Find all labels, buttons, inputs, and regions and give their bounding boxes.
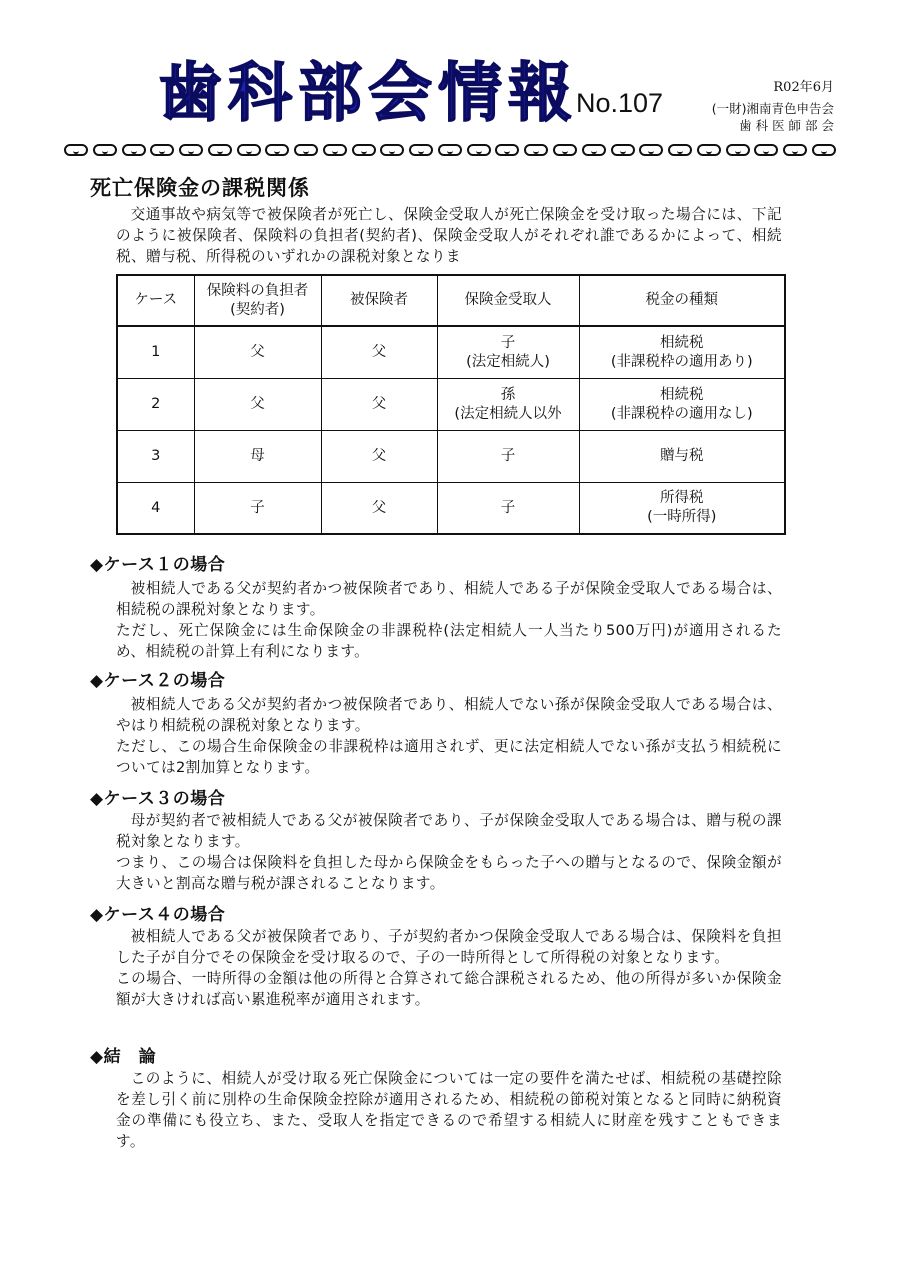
ornament-glyph — [64, 144, 88, 156]
ornament-glyph — [93, 144, 117, 156]
cell-insured: 父 — [321, 483, 437, 535]
section-heading-case-2: ◆ケース２の場合 — [90, 671, 226, 691]
ornament-glyph — [754, 144, 778, 156]
table-row — [117, 431, 785, 483]
section-heading-case-3: ◆ケース３の場合 — [90, 789, 226, 809]
cell-payer: 子 — [194, 483, 321, 535]
page-title: 死亡保険金の課税関係 — [90, 176, 310, 200]
publisher-line-1: (一財)湘南青色申告会 — [711, 101, 834, 116]
cell-recipient: 子 — [437, 431, 579, 483]
case-2-paragraph-2: ただし、この場合生命保険金の非課税枠は適用されず、更に法定相続人でない孫が支払う相続税については2割加算となります。 — [116, 738, 782, 776]
section-heading-case-1: ◆ケース１の場合 — [90, 555, 226, 575]
cell-payer: 父 — [194, 379, 321, 431]
case-4-paragraph-1: 被相続人である父が被保険者であり、子が契約者かつ保険金受取人である場合は、保険料を負担した子が自分でその保険金を受け取るので、子の一時所得として所得税の対象となります。 — [116, 928, 782, 966]
cell-recipient: 子 (法定相続人) — [437, 326, 579, 379]
table-header-row — [117, 275, 785, 326]
ornament-glyph — [179, 144, 203, 156]
cell-tax-type: 相続税 (非課税枠の適用あり) — [579, 326, 785, 379]
cell-insured: 父 — [321, 431, 437, 483]
cell-insured: 父 — [321, 379, 437, 431]
cell-payer: 父 — [194, 326, 321, 379]
header-case: ケース — [117, 275, 194, 326]
cell-case: 3 — [117, 431, 194, 483]
cell-recipient: 孫 (法定相続人以外 — [437, 379, 579, 431]
case-1-body — [116, 578, 782, 662]
header-payer: 保険料の負担者 (契約者) — [194, 275, 321, 326]
header-tax-type: 税金の種類 — [579, 275, 785, 326]
conclusion-paragraph: このように、相続人が受け取る死亡保険金については一定の要件を満たせば、相続税の基礎控除を差し引く前に別枠の生命保険金控除が適用されるため、相続税の節税対策となると同時に納税資金の準備にも役立ち、また、受取人を指定できるので希望する相続人に財産を残すこともできます。 — [116, 1070, 782, 1150]
ornament-glyph — [553, 144, 577, 156]
conclusion-body — [116, 1068, 782, 1152]
intro-paragraph — [116, 204, 782, 267]
case-1-paragraph-1: 被相続人である父が契約者かつ被保険者であり、相続人である子が保険金受取人である場合は、相続税の課税対象となります。 — [116, 580, 782, 618]
ornament-glyph — [611, 144, 635, 156]
cell-case: 4 — [117, 483, 194, 535]
case-4-body — [116, 926, 782, 1010]
masthead-title: 歯科部会情報 — [158, 57, 578, 131]
ornament-glyph — [265, 144, 289, 156]
ornament-glyph — [783, 144, 807, 156]
table-row — [117, 379, 785, 431]
ornament-glyph — [122, 144, 146, 156]
header-recipient: 保険金受取人 — [437, 275, 579, 326]
case-3-body — [116, 810, 782, 894]
intro-text: 交通事故や病気等で被保険者が死亡し、保険金受取人が死亡保険金を受け取った場合には、下記のように被保険者、保険料の負担者(契約者)、保険金受取人がそれぞれ誰であるかによって、相続税、贈与税、所得税のいずれかの課税対象となりま — [116, 206, 782, 265]
case-2-paragraph-1: 被相続人である父が契約者かつ被保険者であり、相続人でない孫が保険金受取人である場合は、やはり相続税の課税対象となります。 — [116, 696, 782, 734]
ornament-glyph — [150, 144, 174, 156]
ornament-glyph — [352, 144, 376, 156]
cell-recipient: 子 — [437, 483, 579, 535]
cell-case: 2 — [117, 379, 194, 431]
cell-tax-type: 所得税 (一時所得) — [579, 483, 785, 535]
ornament-glyph — [237, 144, 261, 156]
ornament-glyph — [582, 144, 606, 156]
publisher-line-2: 歯 科 医 師 部 会 — [739, 118, 834, 133]
case-3-paragraph-1: 母が契約者で被相続人である父が被保険者であり、子が保険金受取人である場合は、贈与税の課税対象となります。 — [116, 812, 782, 850]
ornament-glyph — [323, 144, 347, 156]
case-2-body — [116, 694, 782, 778]
section-heading-conclusion: ◆結 論 — [90, 1047, 157, 1067]
ornament-glyph — [438, 144, 462, 156]
header-insured: 被保険者 — [321, 275, 437, 326]
ornament-divider — [64, 141, 836, 159]
ornament-glyph — [495, 144, 519, 156]
ornament-glyph — [524, 144, 548, 156]
cell-insured: 父 — [321, 326, 437, 379]
cell-tax-type: 相続税 (非課税枠の適用なし) — [579, 379, 785, 431]
case-1-paragraph-2: ただし、死亡保険金には生命保険金の非課税枠(法定相続人一人当たり500万円)が適用されるため、相続税の計算上有利になります。 — [116, 622, 782, 660]
cell-payer: 母 — [194, 431, 321, 483]
cell-case: 1 — [117, 326, 194, 379]
tax-cases-table — [116, 274, 786, 535]
ornament-glyph — [697, 144, 721, 156]
case-4-paragraph-2: この場合、一時所得の金額は他の所得と合算されて総合課税されるため、他の所得が多いか保険金額が大きければ高い累進税率が適用されます。 — [116, 970, 782, 1008]
publisher — [712, 100, 834, 134]
table-row — [117, 326, 785, 379]
section-heading-case-4: ◆ケース４の場合 — [90, 905, 226, 925]
issue-number: No.107 — [576, 88, 664, 118]
ornament-glyph — [294, 144, 318, 156]
ornament-glyph — [639, 144, 663, 156]
issue-date: R02年6月 — [773, 80, 834, 95]
ornament-glyph — [726, 144, 750, 156]
ornament-glyph — [668, 144, 692, 156]
cell-tax-type: 贈与税 — [579, 431, 785, 483]
table-row — [117, 483, 785, 535]
ornament-glyph — [467, 144, 491, 156]
ornament-glyph — [380, 144, 404, 156]
case-3-paragraph-2: つまり、この場合は保険料を負担した母から保険金をもらった子への贈与となるので、保険金額が大きいと割高な贈与税が課されることなります。 — [116, 854, 782, 892]
ornament-glyph — [409, 144, 433, 156]
ornament-glyph — [812, 144, 836, 156]
ornament-glyph — [208, 144, 232, 156]
